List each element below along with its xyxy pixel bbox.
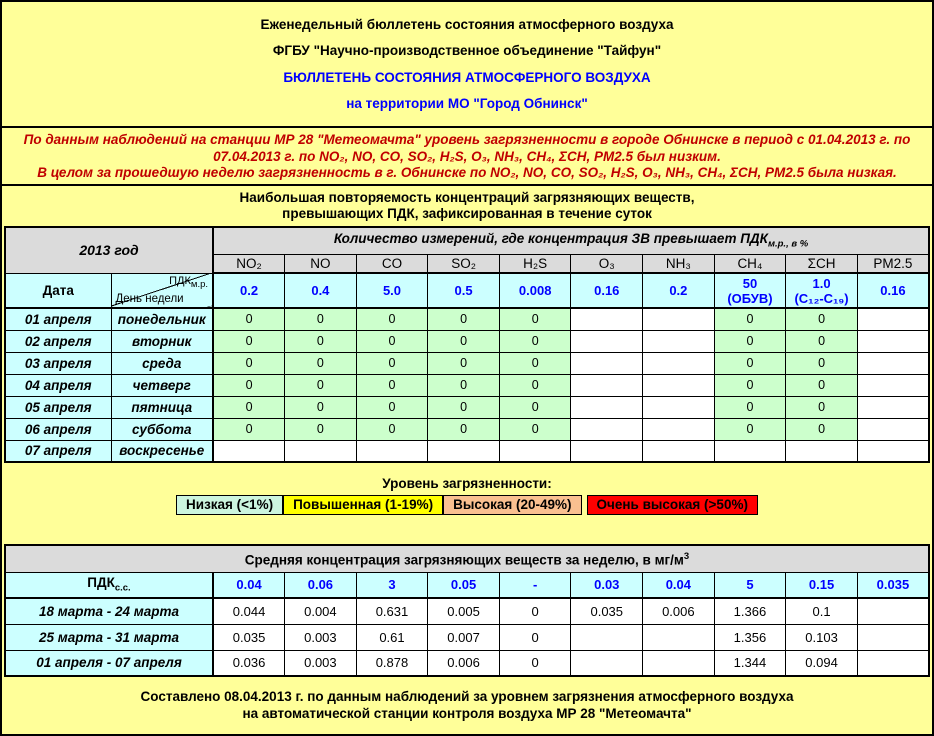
measurement-cell — [857, 308, 929, 330]
day-cell: суббота — [111, 418, 213, 440]
document-footer — [2, 677, 932, 727]
legend-item-elevated: Повышенная (1-19%) — [283, 495, 443, 515]
pdk-value-cell — [428, 273, 500, 308]
pdk-value-cell — [356, 273, 428, 308]
measurement-cell: 0 — [285, 308, 357, 330]
day-cell: вторник — [111, 330, 213, 352]
year-cell: 2013 год — [5, 227, 213, 273]
pollutant-header-no2: NO₂ — [213, 254, 285, 273]
legend-row — [2, 495, 932, 515]
measurement-cell — [643, 440, 715, 462]
measurement-cell: 0 — [213, 330, 285, 352]
pdk-value-cell — [499, 273, 571, 308]
measurement-cell: 0 — [285, 330, 357, 352]
period-cell: 18 марта - 24 марта — [5, 598, 213, 624]
date-column-header: Дата — [5, 273, 111, 308]
average-value-cell: 0.044 — [213, 598, 285, 624]
legend-item-very-high: Очень высокая (>50%) — [587, 495, 758, 515]
average-title-text: Средняя концентрация загрязняющих веществ за неделю, в мг/м — [244, 552, 684, 567]
measurement-cell: 0 — [213, 308, 285, 330]
exceedance-title-line1: Наибольшая повторяемость концентраций загрязняющих веществ, — [239, 190, 695, 205]
measurement-row — [5, 418, 929, 440]
day-cell: четверг — [111, 374, 213, 396]
pdk-value: 5.0 — [382, 283, 402, 298]
date-cell: 06 апреля — [5, 418, 111, 440]
measurement-cell — [571, 440, 643, 462]
measurement-cell — [786, 440, 858, 462]
measurement-cell: 0 — [428, 352, 500, 374]
measurement-cell — [857, 352, 929, 374]
average-value-cell: 0.103 — [786, 624, 858, 650]
date-cell: 04 апреля — [5, 374, 111, 396]
measurement-row — [5, 330, 929, 352]
measurement-cell — [571, 374, 643, 396]
pollutant-header-no: NO — [285, 254, 357, 273]
average-value-cell: 0.005 — [428, 598, 500, 624]
measurement-row — [5, 352, 929, 374]
measurement-cell — [571, 308, 643, 330]
footer-line2: на автоматической станции контроля воздуха МР 28 "Метеомачта" — [242, 706, 692, 721]
pdk-row — [5, 273, 929, 308]
measurement-cell — [857, 418, 929, 440]
pollutant-header-sch: ΣCH — [786, 254, 858, 273]
average-value-cell: 0.035 — [213, 624, 285, 650]
measurement-cell: 0 — [356, 308, 428, 330]
measurement-cell: 0 — [428, 418, 500, 440]
measurement-cell: 0 — [213, 418, 285, 440]
measurement-cell — [571, 418, 643, 440]
measurement-row — [5, 440, 929, 462]
average-value-cell — [643, 650, 715, 676]
measurement-cell — [499, 440, 571, 462]
measurement-cell — [643, 396, 715, 418]
average-value-cell: 0.1 — [786, 598, 858, 624]
measurement-cell: 0 — [213, 396, 285, 418]
measurement-cell: 0 — [714, 418, 786, 440]
summary-line: По данным наблюдений на станции МР 28 "Метеомачта" уровень загрязненности в городе Обнинске в период с 01.04.2013 г. по — [23, 131, 911, 147]
measurement-cell: 0 — [428, 396, 500, 418]
pdk-ss-value: 0.035 — [857, 572, 929, 598]
pdk-value-cell — [714, 273, 786, 308]
measurement-cell — [428, 440, 500, 462]
exceedance-table-title — [2, 186, 932, 226]
measurement-cell — [571, 330, 643, 352]
measurement-cell: 0 — [714, 308, 786, 330]
day-of-week-label: День недели — [115, 293, 184, 305]
measurement-cell: 0 — [499, 308, 571, 330]
territory-subtitle: на территории МО "Город Обнинск" — [346, 95, 588, 111]
measurement-cell: 0 — [356, 352, 428, 374]
pollutant-header-o3: O₃ — [571, 254, 643, 273]
measurement-cell: 0 — [428, 308, 500, 330]
measurement-cell — [213, 440, 285, 462]
day-cell: пятница — [111, 396, 213, 418]
pdk-label: ПДК — [169, 274, 191, 287]
average-value-cell: 0.878 — [356, 650, 428, 676]
measurement-cell: 0 — [786, 374, 858, 396]
measurement-cell — [356, 440, 428, 462]
legend-item-high: Высокая (20-49%) — [443, 495, 581, 515]
date-cell: 02 апреля — [5, 330, 111, 352]
measurement-cell: 0 — [499, 330, 571, 352]
summary-line: 07.04.2013 г. по NO₂, NO, CO, SO₂, H₂S, O₃, NH₃, CH₄, ΣCH, PM2.5 был низким. — [213, 148, 721, 164]
pdk-ss-value: 0.03 — [571, 572, 643, 598]
measurement-cell: 0 — [786, 396, 858, 418]
pdk-value-note: (ОБУВ) — [727, 290, 773, 306]
average-value-cell: 1.356 — [714, 624, 786, 650]
average-value-cell — [857, 650, 929, 676]
measurements-header — [213, 227, 929, 254]
period-cell: 01 апреля - 07 апреля — [5, 650, 213, 676]
average-value-cell: 0.61 — [356, 624, 428, 650]
average-value-cell — [571, 650, 643, 676]
pdk-ss-value: 0.06 — [285, 572, 357, 598]
bulletin-title: БЮЛЛЕТЕНЬ СОСТОЯНИЯ АТМОСФЕРНОГО ВОЗДУХА — [283, 69, 651, 85]
day-cell: среда — [111, 352, 213, 374]
pdk-label: ПДК — [87, 575, 115, 591]
weekly-average-row — [5, 598, 929, 624]
measurement-cell: 0 — [285, 352, 357, 374]
average-value-cell: 1.344 — [714, 650, 786, 676]
pdk-value-cell — [571, 273, 643, 308]
measurement-cell — [857, 330, 929, 352]
pdk-ss-value: 0.05 — [428, 572, 500, 598]
measurement-cell: 0 — [786, 352, 858, 374]
weekly-average-row — [5, 624, 929, 650]
pdk-ss-value: 0.04 — [643, 572, 715, 598]
measurement-row — [5, 396, 929, 418]
measurement-row — [5, 374, 929, 396]
weekly-average-row — [5, 650, 929, 676]
table-row — [5, 227, 929, 254]
measurement-cell: 0 — [499, 418, 571, 440]
measurement-cell — [643, 308, 715, 330]
measurement-cell — [285, 440, 357, 462]
pdk-value-cell — [213, 273, 285, 308]
pdk-value-note: (C₁₂-C₁₉) — [794, 290, 849, 306]
measurement-cell — [643, 352, 715, 374]
measurement-cell: 0 — [356, 374, 428, 396]
average-title-superscript: 3 — [683, 550, 690, 562]
measurement-cell: 0 — [499, 352, 571, 374]
average-value-cell: 0 — [499, 624, 571, 650]
average-value-cell: 0.003 — [285, 650, 357, 676]
measurement-row — [5, 308, 929, 330]
pdk-ss-value: 0.15 — [786, 572, 858, 598]
pdk-ss-value: 0.04 — [213, 572, 285, 598]
footer-line1: Составлено 08.04.2013 г. по данным наблюдений за уровнем загрязнения атмосферного воздуха — [140, 689, 794, 704]
average-value-cell: 1.366 — [714, 598, 786, 624]
pollutant-header-nh3: NH₃ — [643, 254, 715, 273]
pdk-ss-value: - — [499, 572, 571, 598]
average-value-cell — [857, 598, 929, 624]
average-value-cell: 0 — [499, 598, 571, 624]
measurement-cell: 0 — [499, 396, 571, 418]
average-value-cell — [857, 624, 929, 650]
pdk-ss-value: 5 — [714, 572, 786, 598]
measurement-cell: 0 — [499, 374, 571, 396]
pdk-value: 0.2 — [240, 283, 259, 298]
pollutant-header-co: CO — [356, 254, 428, 273]
average-value-cell: 0.003 — [285, 624, 357, 650]
pdk-value: 50 — [742, 275, 758, 291]
pollution-summary — [2, 128, 932, 186]
measurement-cell: 0 — [428, 330, 500, 352]
date-cell: 03 апреля — [5, 352, 111, 374]
pdk-value: 0.5 — [454, 283, 473, 298]
pdk-value-cell — [857, 273, 929, 308]
measurement-cell: 0 — [786, 330, 858, 352]
pdk-ss-subscript: с.с. — [114, 583, 131, 595]
date-cell: 01 апреля — [5, 308, 111, 330]
measurement-cell: 0 — [356, 396, 428, 418]
document-header — [2, 2, 932, 128]
average-value-cell: 0.036 — [213, 650, 285, 676]
pdk-value: 0.2 — [669, 283, 688, 298]
pdk-ss-row — [5, 572, 929, 598]
average-value-cell: 0.004 — [285, 598, 357, 624]
measurements-header-text: Количество измерений, где концентрация ЗВ превышает ПДК — [333, 231, 768, 247]
measurement-cell: 0 — [714, 352, 786, 374]
legend-item-low: Низкая (<1%) — [176, 495, 283, 515]
pollutant-header-pm25: PM2.5 — [857, 254, 929, 273]
summary-line: В целом за прошедшую неделю загрязненность в г. Обнинске по NO₂, NO, CO, SO₂, H₂S, O₃, NH₃, CH₄, ΣCH, PM2.5 была низкая. — [37, 165, 897, 181]
average-value-cell — [643, 624, 715, 650]
pdk-value-cell — [786, 273, 858, 308]
day-cell: воскресенье — [111, 440, 213, 462]
measurement-cell: 0 — [285, 374, 357, 396]
average-value-cell: 0 — [499, 650, 571, 676]
measurement-cell: 0 — [356, 418, 428, 440]
pdk-value: 0.008 — [518, 283, 552, 298]
measurement-cell — [643, 330, 715, 352]
measurement-cell: 0 — [213, 374, 285, 396]
measurement-cell: 0 — [285, 418, 357, 440]
pollution-level-legend — [2, 463, 932, 544]
measurement-cell: 0 — [714, 330, 786, 352]
exceedance-title-line2: превышающих ПДК, зафиксированная в течение суток — [282, 206, 652, 221]
measurement-cell — [571, 396, 643, 418]
pdk-value: 0.16 — [594, 283, 620, 298]
legend-title: Уровень загрязненности: — [382, 476, 552, 491]
average-value-cell: 0.631 — [356, 598, 428, 624]
average-value-cell: 0.006 — [643, 598, 715, 624]
pdk-value: 1.0 — [812, 275, 831, 291]
weekly-bulletin-subtitle: Еженедельный бюллетень состояния атмосферного воздуха — [260, 17, 674, 33]
day-cell: понедельник — [111, 308, 213, 330]
pdk-value: 0.4 — [311, 283, 330, 298]
measurement-cell — [857, 396, 929, 418]
pdk-value: 0.16 — [880, 283, 906, 298]
measurement-cell — [857, 440, 929, 462]
pdk-mr-label — [169, 275, 208, 290]
pdk-mr-subscript: м.р. — [190, 278, 208, 290]
pollutant-header-so2: SO₂ — [428, 254, 500, 273]
measurement-cell — [643, 418, 715, 440]
date-cell: 05 апреля — [5, 396, 111, 418]
measurement-cell — [643, 374, 715, 396]
pdk-value-cell — [285, 273, 357, 308]
pollutant-header-ch4: CH₄ — [714, 254, 786, 273]
measurement-cell: 0 — [786, 308, 858, 330]
measurement-cell — [571, 352, 643, 374]
measurement-cell: 0 — [213, 352, 285, 374]
measurement-cell: 0 — [714, 396, 786, 418]
average-value-cell: 0.094 — [786, 650, 858, 676]
measurement-cell — [714, 440, 786, 462]
pdk-ss-label-cell — [5, 572, 213, 598]
average-value-cell: 0.007 — [428, 624, 500, 650]
pdk-ss-value: 3 — [356, 572, 428, 598]
measurement-cell — [857, 374, 929, 396]
table-row — [5, 545, 929, 572]
average-value-cell: 0.035 — [571, 598, 643, 624]
average-table-title — [5, 545, 929, 572]
pollutant-header-h2s: H₂S — [499, 254, 571, 273]
measurement-cell: 0 — [714, 374, 786, 396]
exceedance-table — [4, 226, 930, 463]
organization-name: ФГБУ "Научно-производственное объединение "Тайфун" — [272, 43, 662, 59]
measurement-cell: 0 — [786, 418, 858, 440]
date-cell: 07 апреля — [5, 440, 111, 462]
measurement-cell: 0 — [285, 396, 357, 418]
measurements-header-subscript: м.р., в % — [767, 239, 809, 251]
period-cell: 25 марта - 31 марта — [5, 624, 213, 650]
weekly-average-table — [4, 544, 930, 677]
average-value-cell: 0.006 — [428, 650, 500, 676]
diagonal-header-cell — [111, 273, 213, 308]
pdk-value-cell — [643, 273, 715, 308]
measurement-cell: 0 — [428, 374, 500, 396]
average-value-cell — [571, 624, 643, 650]
measurement-cell: 0 — [356, 330, 428, 352]
